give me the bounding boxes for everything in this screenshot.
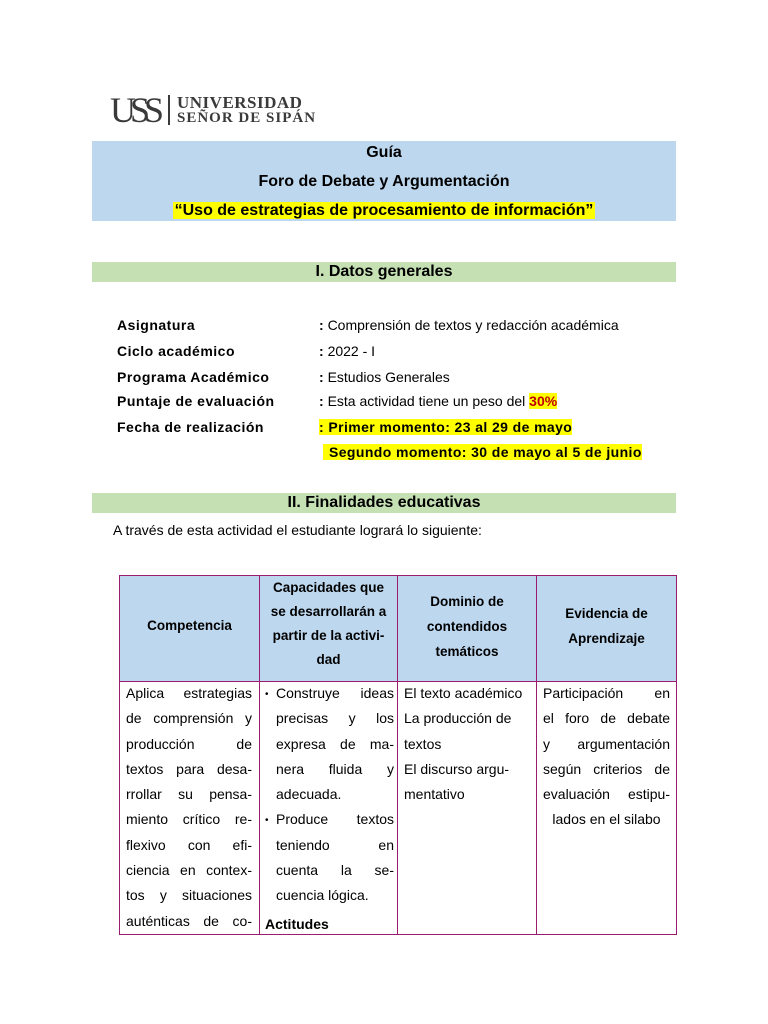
puntaje-percent: 30% xyxy=(529,393,558,409)
asignatura-label: Asignatura xyxy=(117,317,196,333)
asignatura-value: : Comprensión de textos y redacción académica xyxy=(319,317,619,333)
puntaje-value: : Esta actividad tiene un peso del 30% xyxy=(319,393,558,409)
logo-line-1: UNIVERSIDAD xyxy=(177,93,303,112)
header-evidencia: Evidencia de Aprendizaje xyxy=(565,606,648,646)
cell-competencia: Aplica estrategias de comprensión y producción de textos para desa- rrollar su pensa- miento crítico re- flexivo con efi- ciencia en contex- tos y situaciones auténticas de co- xyxy=(126,685,252,929)
header-capacidades: Capacidades que se desarrollarán a partir de la activi- dad xyxy=(270,580,387,667)
logo-line-2: SEÑOR DE SIPÁN xyxy=(177,110,317,126)
title-block xyxy=(92,141,676,221)
actitudes-label: Actitudes xyxy=(265,916,329,932)
cell-evidencia: Participación en el foro de debate y argumentación según criterios de evaluación estipu- lados en el silabo xyxy=(543,685,670,828)
fecha-label: Fecha de realización xyxy=(117,419,264,435)
cell-capacidades: Construye ideas precisas y los expresa de ma- nera fluida y adecuada. Produce textos teniendo en cuenta la se- cuencia lógica. xyxy=(276,685,394,904)
fecha-value-1: : Primer momento: 23 al 29 de mayo xyxy=(319,419,573,435)
programa-label: Programa Académico xyxy=(117,369,270,385)
competencies-table xyxy=(119,575,677,935)
doc-subtitle xyxy=(92,202,676,220)
doc-type: Guía xyxy=(366,144,402,161)
section-2-intro: A través de esta actividad el estudiante logrará lo siguiente: xyxy=(113,522,482,538)
section-1-heading: I. Datos generales xyxy=(92,262,676,282)
doc-subtitle-text: “Uso de estrategias de procesamiento de información” xyxy=(174,202,594,219)
doc-title: Foro de Debate y Argumentación xyxy=(258,173,510,190)
programa-value: : Estudios Generales xyxy=(319,369,450,385)
bullet-icon: • xyxy=(265,815,269,826)
cell-dominio: El texto académico La producción de textos El discurso argu- mentativo xyxy=(404,685,523,803)
header-competencia: Competencia xyxy=(147,618,232,633)
fecha-value-2: Segundo momento: 30 de mayo al 5 de junio xyxy=(323,444,642,460)
ciclo-value: : 2022 - I xyxy=(319,343,376,359)
header-dominio: Dominio de contendidos temáticos xyxy=(426,594,508,659)
logo-mark: USS xyxy=(110,90,159,130)
puntaje-label: Puntaje de evaluación xyxy=(117,393,275,409)
ciclo-label: Ciclo académico xyxy=(117,343,235,359)
section-2-heading: II. Finalidades educativas xyxy=(92,493,676,513)
university-logo xyxy=(110,92,320,132)
logo-divider xyxy=(168,95,170,125)
bullet-icon: • xyxy=(265,689,269,700)
